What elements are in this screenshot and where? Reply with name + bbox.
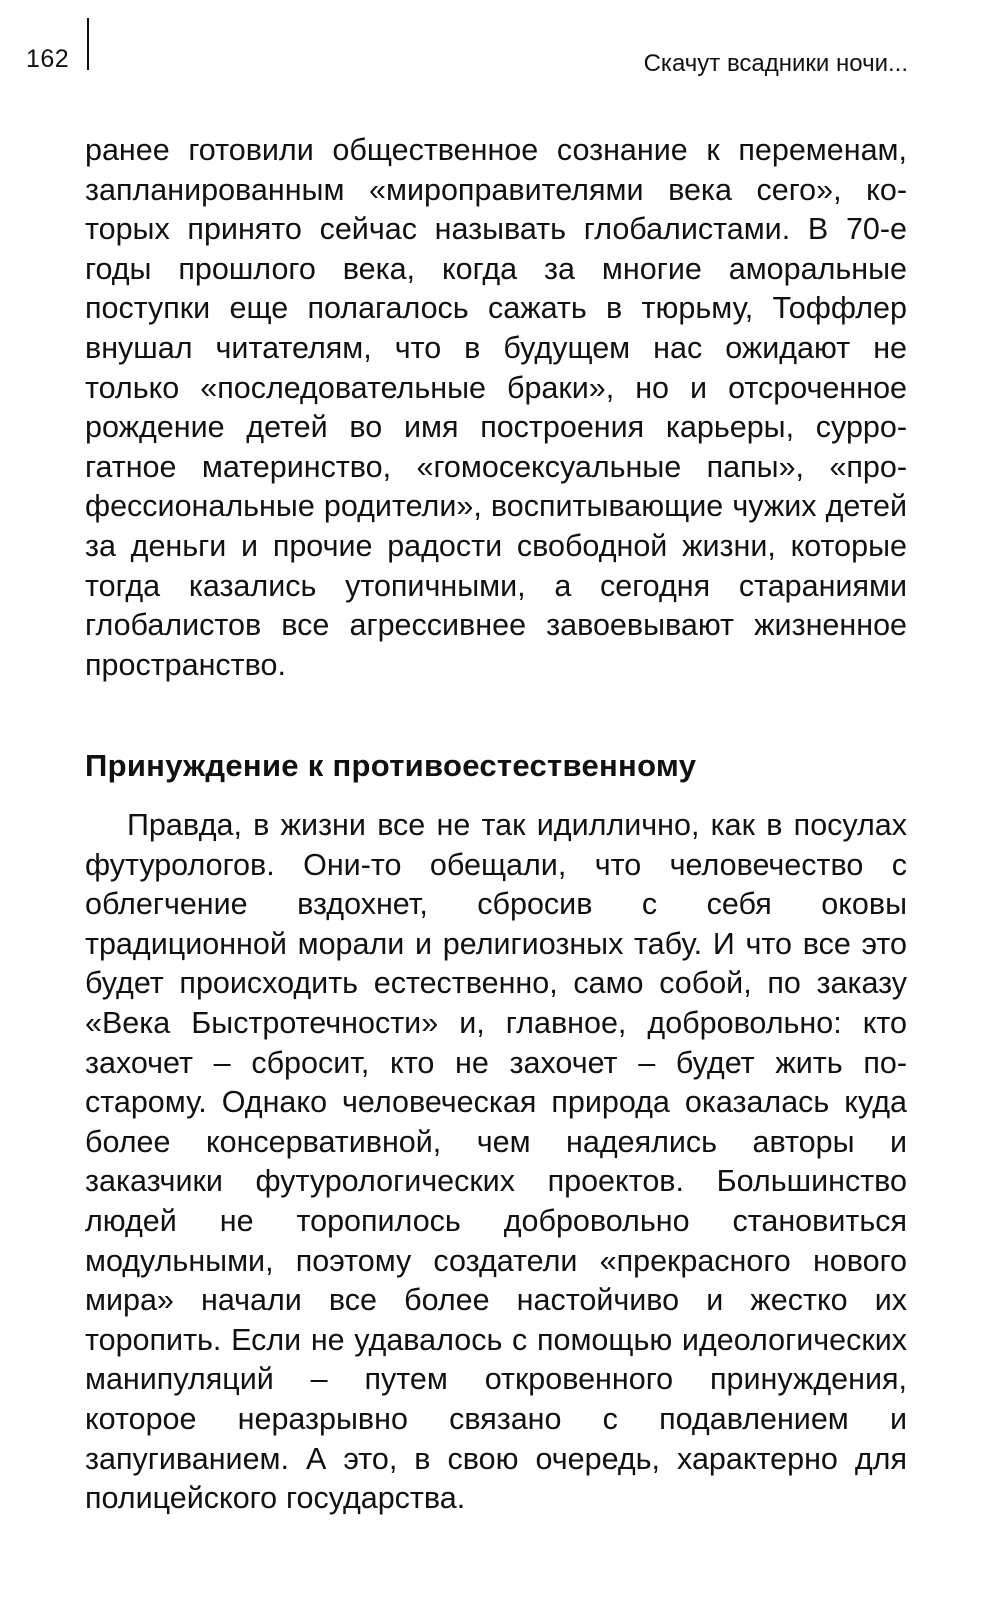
header-divider (87, 18, 89, 70)
running-title: Скачут всадники ночи... (643, 50, 908, 77)
page-number: 162 (26, 45, 70, 73)
body-paragraph-1: ранее готовили общественное сознание к переменам, запланированным «мироправителями века сего», которых принято сейчас называть глобалистами. В 70-е годы прошлого века, когда за многие аморальные поступки еще полагалось сажать в тюрьму, Тоффлер внушал читателям, что в будущем нас ожидают не только «последовательные браки», но и отсроченное рождение детей во имя построения карьеры, суррогатное материнство, «гомосексуальные папы», «профессиональные родители», воспитывающие чужих детей за деньги и прочие радости свободной жизни, которые тогда казались утопичными, а сегодня стараниями глобалистов все агрессивнее завоевывают жизненное пространство. (85, 133, 907, 682)
section-heading: Принуждение к противоестественному (85, 748, 697, 783)
body-paragraph-2: Правда, в жизни все не так идиллично, как в посулах футурологов. Они-то обещали, что человечество с облегчение вздохнет, сбросив с себя оковы традиционной морали и религиозных табу. И что все это будет происходить естественно, само собой, по заказу «Века Быстротечности» и, главное, добровольно: кто захочет – сбросит, кто не захочет – будет жить по-старому. Однако человеческая природа оказалась куда более консервативной, чем надеялись авторы и заказчики футурологических проектов. Большинство людей не торопилось добровольно становиться модульными, поэтому создатели «прекрасного нового мира» начали все более настойчиво и жестко их торопить. Если не удавалось с помощью идеологических манипуляций – путем откровенного принуждения, которое неразрывно связано с подавлением и запугиванием. А это, в свою очередь, характерно для полицейского государства. (85, 808, 907, 1516)
